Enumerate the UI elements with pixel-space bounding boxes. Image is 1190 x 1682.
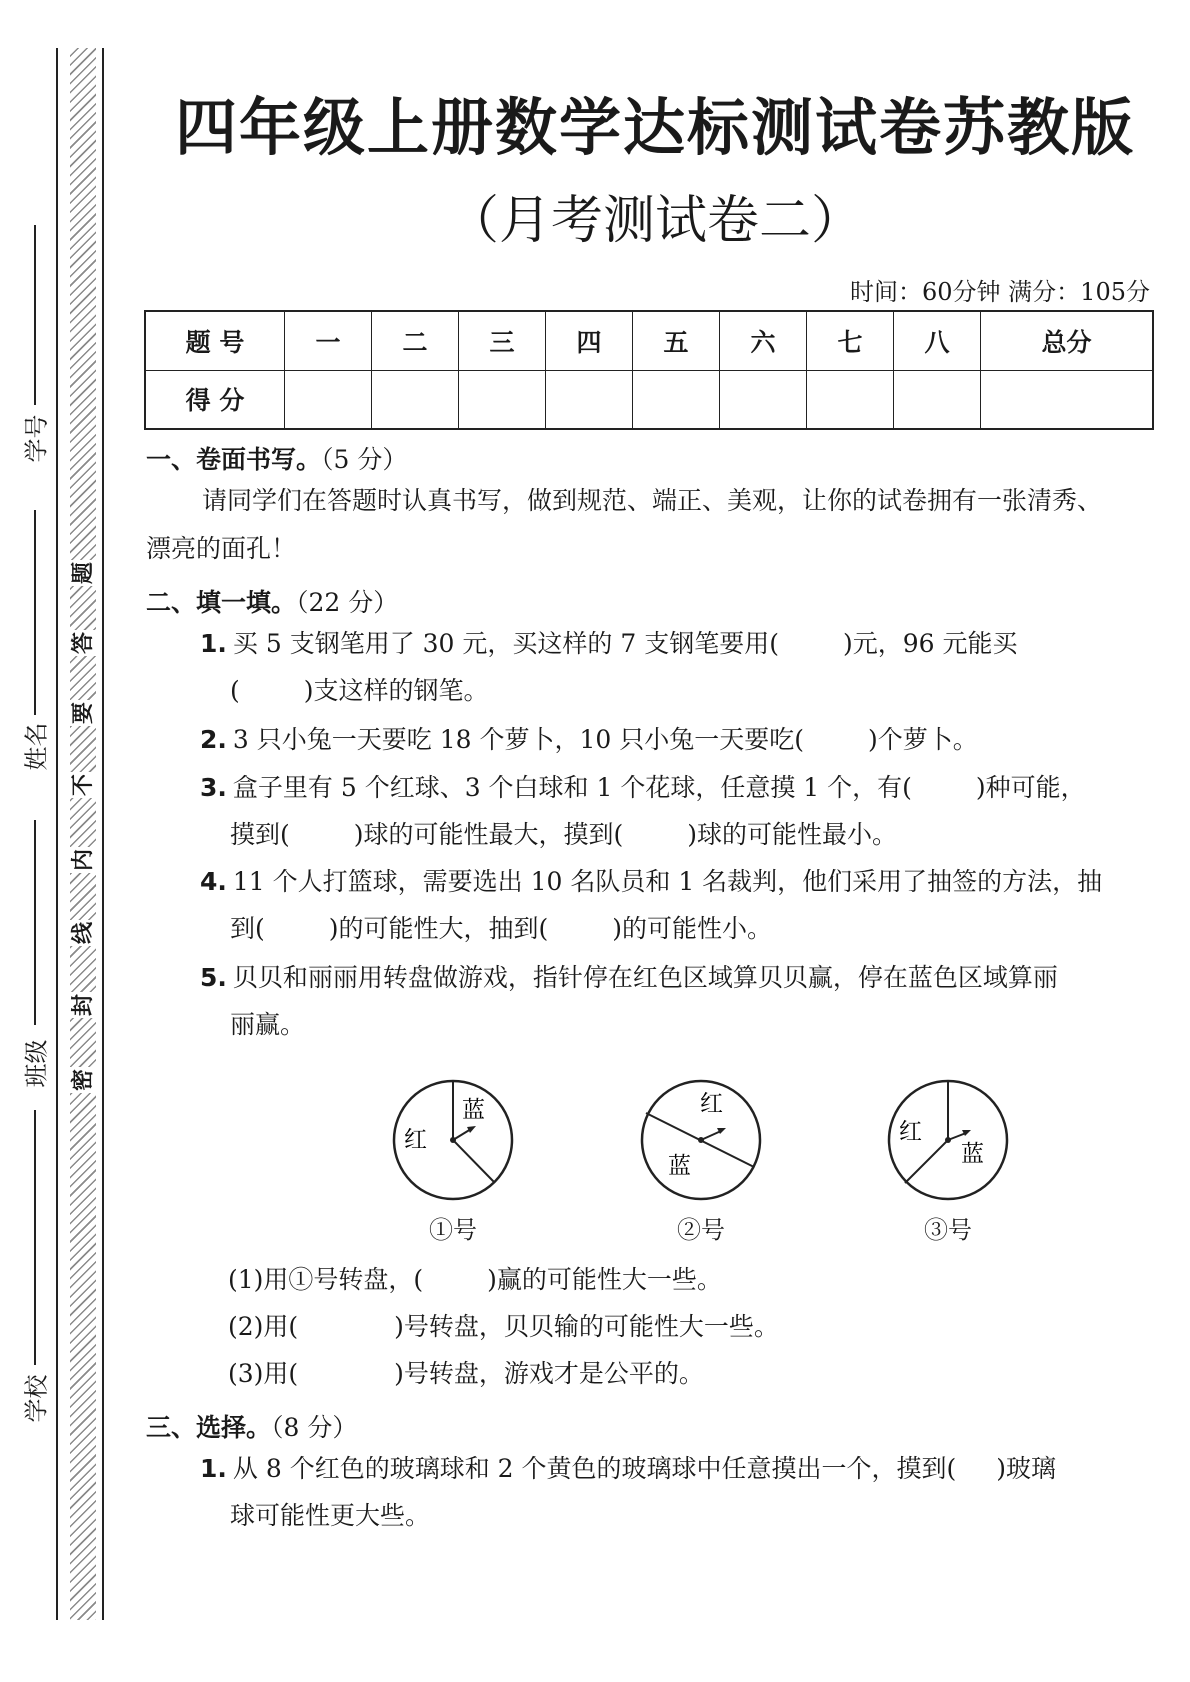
score-header-cell: 五 [633,311,720,370]
school-blank[interactable] [34,1110,36,1365]
seal-char: 题 [70,562,96,585]
question-number: 5. [200,963,227,992]
question-text: )球的可能性最大，摸到( [353,820,624,849]
question-text: 买 5 支钢笔用了 30 元，买这样的 7 支钢笔要用( [232,629,779,658]
score-header-cell: 总分 [981,311,1154,370]
score-input-cell[interactable] [981,370,1154,429]
question-2-5-sub2 [228,1303,1128,1350]
question-text: 3 只小兔一天要吃 18 个萝卜，10 只小兔一天要吃( [232,725,804,754]
spinner-2-red-label: 红 [700,1091,723,1117]
question-number: 3. [200,773,227,802]
question-text: 贝贝和丽丽用转盘做游戏，指针停在红色区域算贝贝赢，停在蓝色区域算丽 [232,963,1058,992]
question-text: (1)用①号转盘，( [228,1265,424,1294]
section1-points: （5 分） [321,445,408,474]
score-input-cell[interactable] [285,370,372,429]
question-text: )赢的可能性大一些。 [487,1265,722,1294]
question-number: 1. [200,1454,227,1483]
question-text: )种可能， [975,773,1086,802]
section2-title: 二、填一填。 [146,588,297,617]
binding-line-inner [102,48,104,1620]
seal-char: 封 [70,994,96,1017]
question-number: 2. [200,725,227,754]
section2-points: （22 分） [296,588,399,617]
question-2-5-sub1 [228,1256,1128,1303]
score-input-cell[interactable] [459,370,546,429]
seal-char: 不 [70,774,96,797]
student-id-blank[interactable] [34,225,36,405]
spinner-1-pointer-head [467,1126,476,1133]
score-header-cell: 题 号 [145,311,285,370]
score-input-cell[interactable] [546,370,633,429]
spinner-2-diagram [636,1075,766,1205]
question-text: )元，96 元能买 [842,629,1018,658]
school-label: 学校 [22,1374,51,1423]
spinner-2-pointer [701,1131,721,1140]
seal-char: 答 [70,632,96,655]
score-header-cell: 三 [459,311,546,370]
spinner-2-label: ②号 [677,1216,725,1244]
question-text: 从 8 个红色的玻璃球和 2 个黄色的玻璃球中任意摸出一个，摸到( [232,1454,957,1483]
question-text: 盒子里有 5 个红球、3 个白球和 1 个花球，任意摸 1 个，有( [232,773,912,802]
question-text: (3)用( [228,1359,299,1388]
seal-char: 密 [70,1069,96,1092]
question-text: )的可能性大，抽到( [328,914,549,943]
section3-title: 三、选择。 [146,1413,272,1442]
spinner-2-blue-label: 蓝 [668,1153,691,1179]
question-2-1 [200,620,1160,714]
section1-text-line2: 漂亮的面孔！ [146,534,297,563]
binding-hatch [70,48,96,1620]
score-header-cell: 四 [546,311,633,370]
question-text: )球的可能性最小。 [687,820,898,849]
score-header-cell: 六 [720,311,807,370]
question-text: )的可能性小。 [612,914,773,943]
question-text: )个萝卜。 [867,725,978,754]
binding-line-outer [56,48,58,1620]
section2-heading [146,583,398,619]
question-2-3 [200,764,1160,858]
section1-heading [146,440,407,476]
name-label: 姓名 [22,722,51,771]
class-label: 班级 [22,1039,51,1088]
student-id-label: 学号 [22,414,51,463]
question-2-5 [200,954,1160,1048]
question-text: 摸到( [230,820,290,849]
page-title: 四年级上册数学达标测试卷苏教版 [174,91,1135,164]
score-input-cell[interactable] [894,370,981,429]
section3-heading [146,1408,357,1444]
spinner-1-pivot [450,1137,456,1143]
spinner-3-blue-label: 蓝 [961,1141,984,1167]
question-number: 1. [200,629,227,658]
section1-text-line1: 请同学们在答题时认真书写，做到规范、端正、美观，让你的试卷拥有一张清秀、 [202,486,1103,515]
section3-points: （8 分） [271,1413,358,1442]
score-input-cell[interactable] [720,370,807,429]
question-text: )玻璃 [996,1454,1057,1483]
question-text: )号转盘，游戏才是公平的。 [394,1359,704,1388]
question-text: 到( [230,914,265,943]
spinner-1-pointer [453,1129,471,1140]
question-text: (2)用( [228,1312,299,1341]
score-header-cell: 二 [372,311,459,370]
spinner-1-diagram [388,1075,518,1205]
spinner-2-pivot [698,1137,704,1143]
score-input-cell[interactable] [807,370,894,429]
score-input-cell[interactable] [633,370,720,429]
score-table [144,310,1154,430]
question-text: 球可能性更大些。 [230,1501,431,1530]
score-row-label: 得 分 [145,370,285,429]
question-text: 11 个人打篮球，需要选出 10 名队员和 1 名裁判，他们采用了抽签的方法，抽 [232,867,1103,896]
score-header-cell: 一 [285,311,372,370]
spinner-1-blue-label: 蓝 [462,1097,485,1123]
section1-title: 一、卷面书写。 [146,445,322,474]
spinner-3-red-label: 红 [899,1119,922,1145]
name-blank[interactable] [34,510,36,715]
question-text: )号转盘，贝贝输的可能性大一些。 [394,1312,779,1341]
exam-meta: 时间：60分钟 满分：105分 [850,278,1150,306]
spinner-3-pivot [945,1137,951,1143]
spinner-3-divider [905,1140,948,1183]
spinner-3-diagram [883,1075,1013,1205]
question-text: )支这样的钢笔。 [303,676,489,705]
question-number: 4. [200,867,227,896]
spinner-1-label: ①号 [429,1216,477,1244]
question-text: ( [230,676,240,705]
spinner-1-red-label: 红 [404,1127,427,1153]
question-3-1 [200,1445,1160,1539]
seal-char: 内 [70,849,96,872]
question-text: 丽赢。 [230,1010,306,1039]
spinner-3-label: ③号 [924,1216,972,1244]
page-subtitle: （月考测试卷二） [446,191,863,251]
score-input-cell[interactable] [372,370,459,429]
question-2-2 [200,716,1160,763]
question-2-4 [200,858,1160,952]
class-blank[interactable] [34,820,36,1025]
score-header-cell: 八 [894,311,981,370]
seal-char: 线 [70,922,96,945]
score-header-cell: 七 [807,311,894,370]
spinner-1-divider [453,1140,494,1182]
question-2-5-sub3 [228,1350,1128,1397]
seal-char: 要 [70,702,96,725]
